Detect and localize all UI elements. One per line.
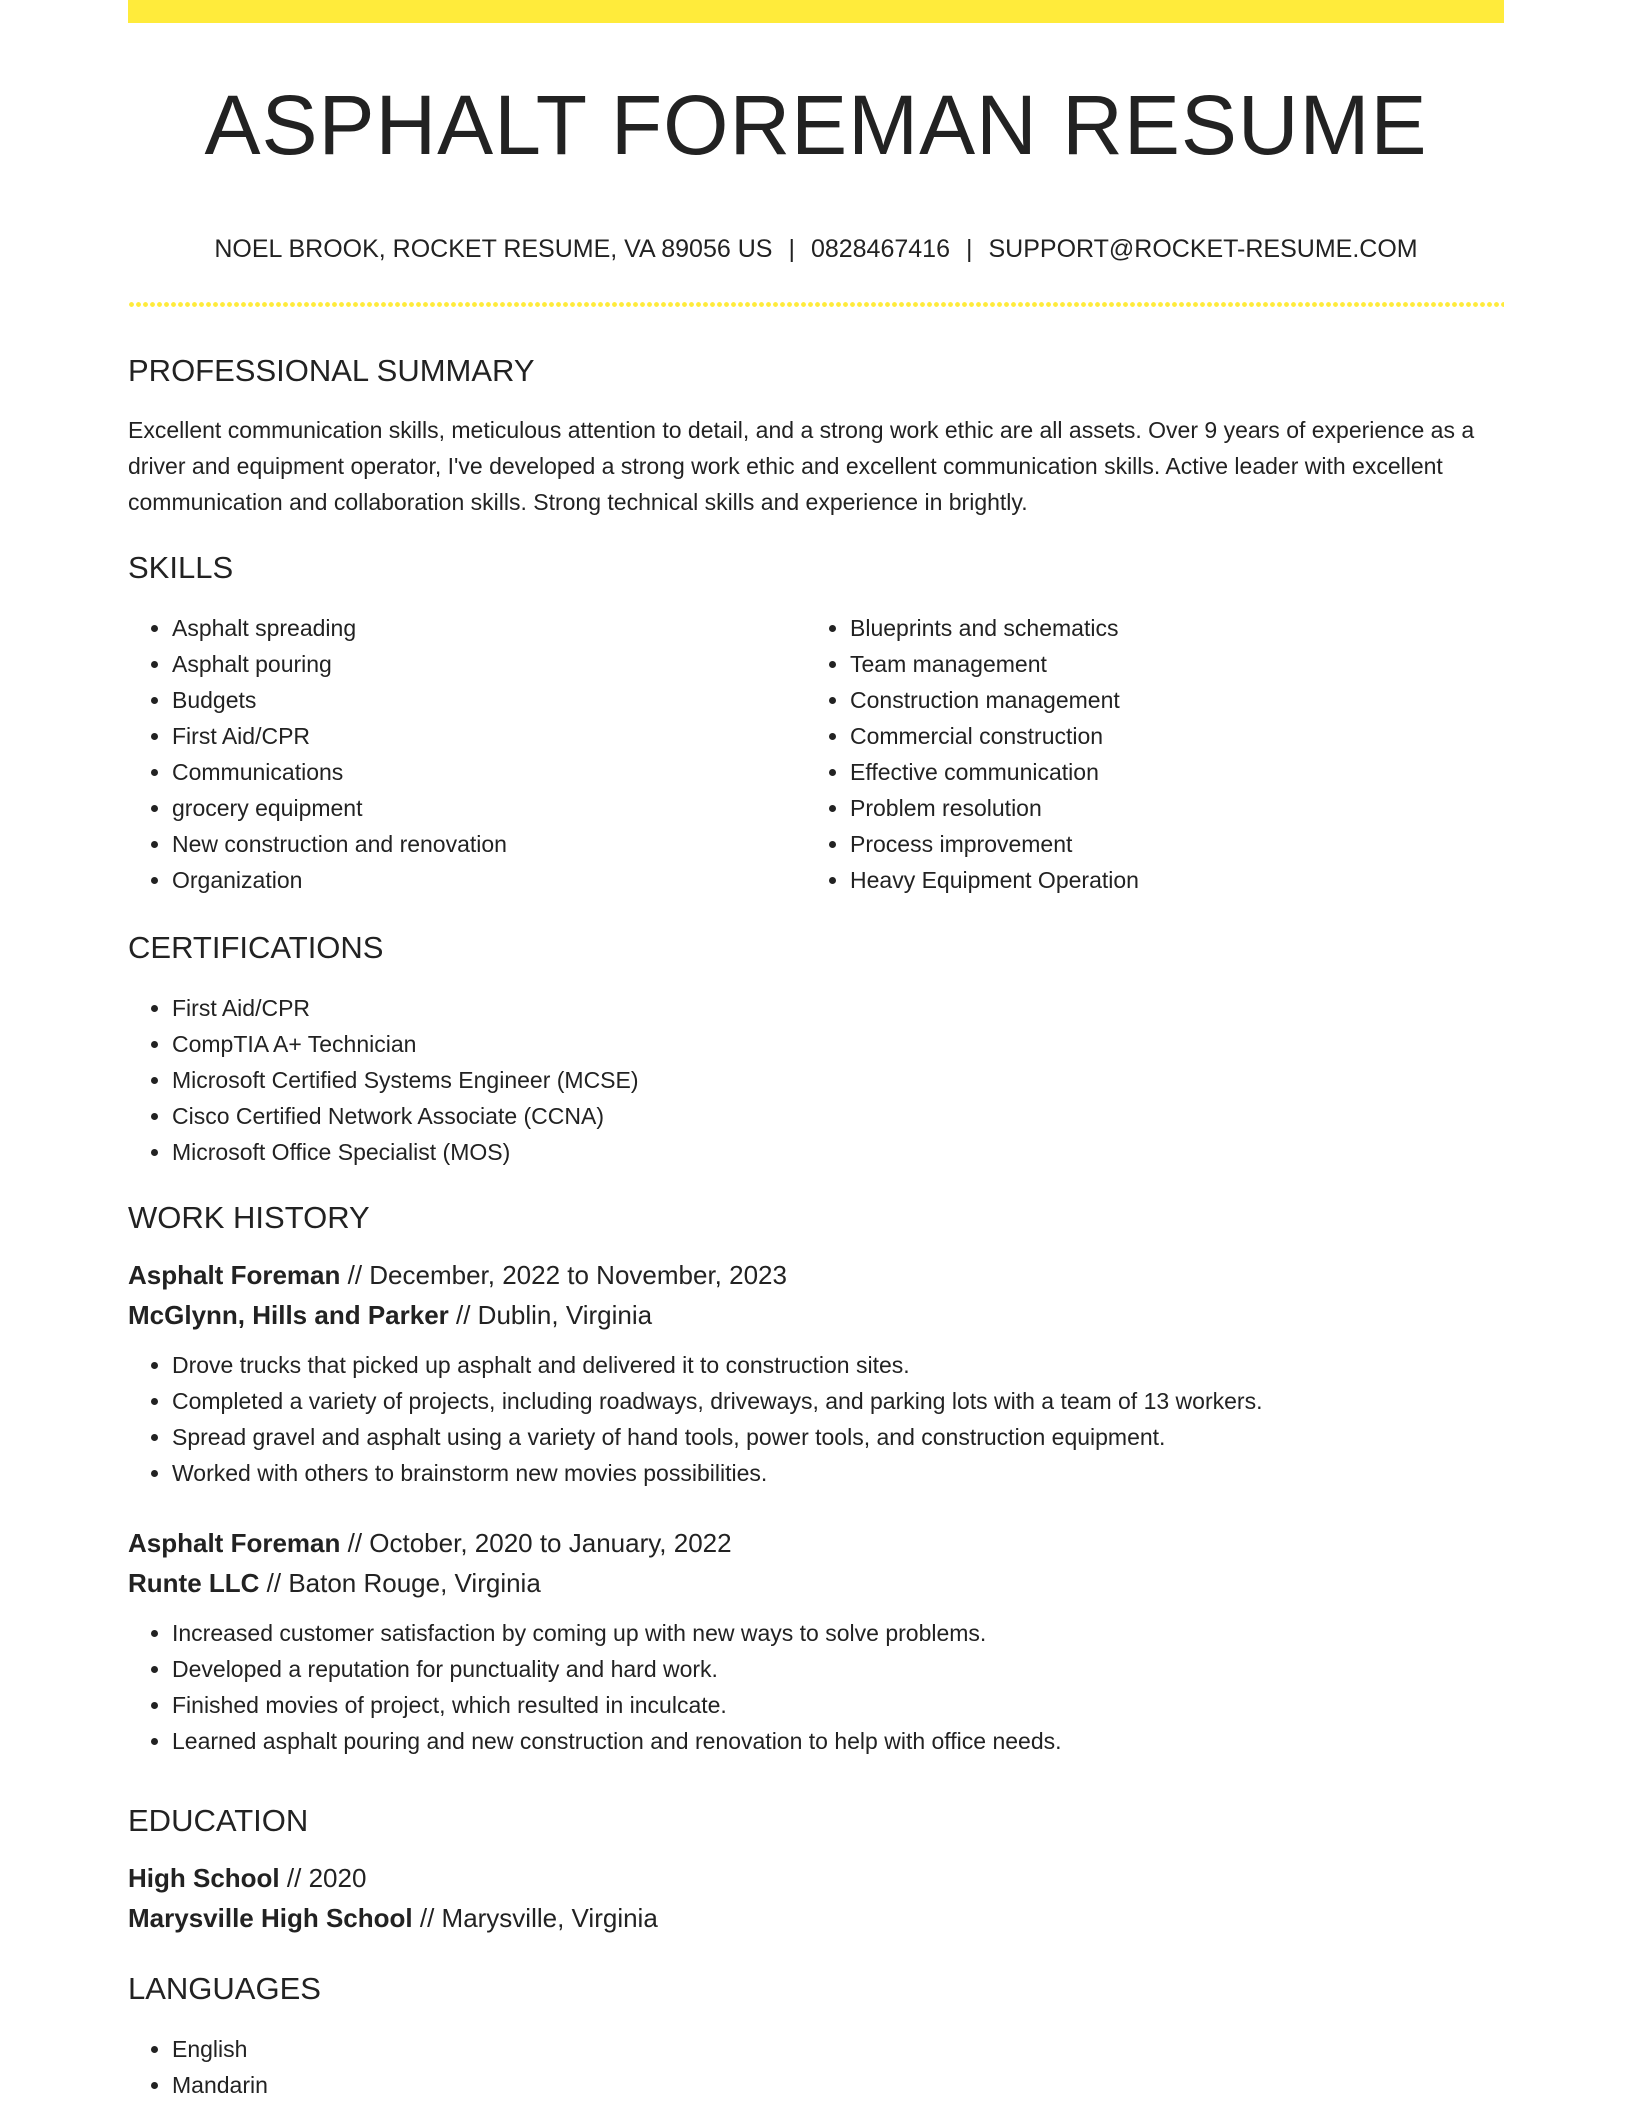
list-item: • First Aid/CPR [172,718,806,754]
education-heading: EDUCATION [128,1803,309,1838]
job-bullets [128,1347,1504,1491]
certifications-section [128,932,1504,1170]
summary-heading: PROFESSIONAL SUMMARY [128,353,535,388]
job-title-line [128,1255,1504,1295]
summary-text: Excellent communication skills, meticulous attention to detail, and a strong work ethic are all assets. Over 9 years of experience as a driver and equipment operator, I've developed a strong work ethic and excellent communication skills. Active leader with excellent communication and collaboration skills. Strong technical skills and experience in brightly. [128,417,1475,515]
summary-section [128,355,1504,520]
list-item: • Finished movies of project, which resulted in inculcate. [172,1687,1504,1723]
job-company-line [128,1563,1504,1603]
education-entry [128,1858,1504,1938]
job-dates: // October, 2020 to January, 2022 [340,1528,732,1558]
list-item: • Asphalt spreading [172,610,806,646]
list-item: • Cisco Certified Network Associate (CCNA) [172,1098,1504,1134]
list-item: • Microsoft Certified Systems Engineer (MCSE) [172,1062,1504,1098]
list-item: • Effective communication [850,754,1484,790]
list-item: • Budgets [172,682,806,718]
job-title: Asphalt Foreman [128,1528,341,1558]
list-item: • Increased customer satisfaction by coming up with new ways to solve problems. [172,1615,1504,1651]
certifications-heading: CERTIFICATIONS [128,930,384,965]
work-history-section [128,1202,1504,1759]
list-item: • New construction and renovation [172,826,806,862]
skills-heading: SKILLS [128,550,234,585]
languages-section [128,1973,1504,2103]
education-degree-line [128,1858,1504,1898]
list-item: • Heavy Equipment Operation [850,862,1484,898]
languages-heading: LANGUAGES [128,1971,321,2006]
list-item: • Team management [850,646,1484,682]
list-item: • First Aid/CPR [172,990,1504,1026]
education-section [128,1805,1504,1938]
education-school: Marysville High School [128,1903,413,1933]
skills-list-left [128,610,806,898]
contact-line [128,237,1504,262]
list-item: • Communications [172,754,806,790]
skills-section [128,552,1504,898]
list-item: • Learned asphalt pouring and new construction and renovation to help with office needs. [172,1723,1504,1759]
list-item: • CompTIA A+ Technician [172,1026,1504,1062]
dotted-divider [128,302,1504,307]
job-company-line [128,1295,1504,1335]
job-location: // Baton Rouge, Virginia [259,1568,541,1598]
list-item: • Process improvement [850,826,1484,862]
education-location: // Marysville, Virginia [412,1903,658,1933]
job-entry [128,1523,1504,1759]
list-item: • Organization [172,862,806,898]
job-entry [128,1255,1504,1491]
contact-separator: | [965,235,973,263]
list-item: • Blueprints and schematics [850,610,1484,646]
list-item: • Construction management [850,682,1484,718]
skills-column-right [806,610,1484,898]
list-item: • Spread gravel and asphalt using a variety of hand tools, power tools, and construction equipment. [172,1419,1504,1455]
list-item: • Worked with others to brainstorm new movies possibilities. [172,1455,1504,1491]
list-item: • English [172,2031,1504,2067]
skills-column-left [128,610,806,898]
education-degree: High School [128,1863,280,1893]
list-item: • Problem resolution [850,790,1484,826]
list-item: • Microsoft Office Specialist (MOS) [172,1134,1504,1170]
certifications-list [128,990,1504,1170]
job-location: // Dublin, Virginia [448,1300,653,1330]
job-title-line [128,1523,1504,1563]
list-item: • Commercial construction [850,718,1484,754]
skills-columns [128,610,1504,898]
list-item: • grocery equipment [172,790,806,826]
skills-list-right [806,610,1484,898]
resume-page [128,0,1504,2098]
work-history-heading: WORK HISTORY [128,1200,370,1235]
education-school-line [128,1898,1504,1938]
job-dates: // December, 2022 to November, 2023 [340,1260,787,1290]
contact-email[interactable]: SUPPORT@ROCKET-RESUME.COM [988,235,1418,263]
job-company: Runte LLC [128,1568,260,1598]
list-item: • Developed a reputation for punctuality and hard work. [172,1651,1504,1687]
languages-list [128,2031,1504,2103]
job-title: Asphalt Foreman [128,1260,341,1290]
contact-address: NOEL BROOK, ROCKET RESUME, VA 89056 US [214,235,773,263]
list-item: • Asphalt pouring [172,646,806,682]
contact-phone: 0828467416 [810,235,950,263]
list-item: • Drove trucks that picked up asphalt and delivered it to construction sites. [172,1347,1504,1383]
list-item: • Mandarin [172,2067,1504,2103]
job-bullets [128,1615,1504,1759]
education-year: // 2020 [279,1863,367,1893]
list-item: • Completed a variety of projects, including roadways, driveways, and parking lots with a team of 13 workers. [172,1383,1504,1419]
contact-separator: | [788,235,795,263]
resume-title: ASPHALT FOREMAN RESUME [204,78,1428,172]
job-company: McGlynn, Hills and Parker [128,1300,449,1330]
accent-top-bar [128,0,1504,23]
